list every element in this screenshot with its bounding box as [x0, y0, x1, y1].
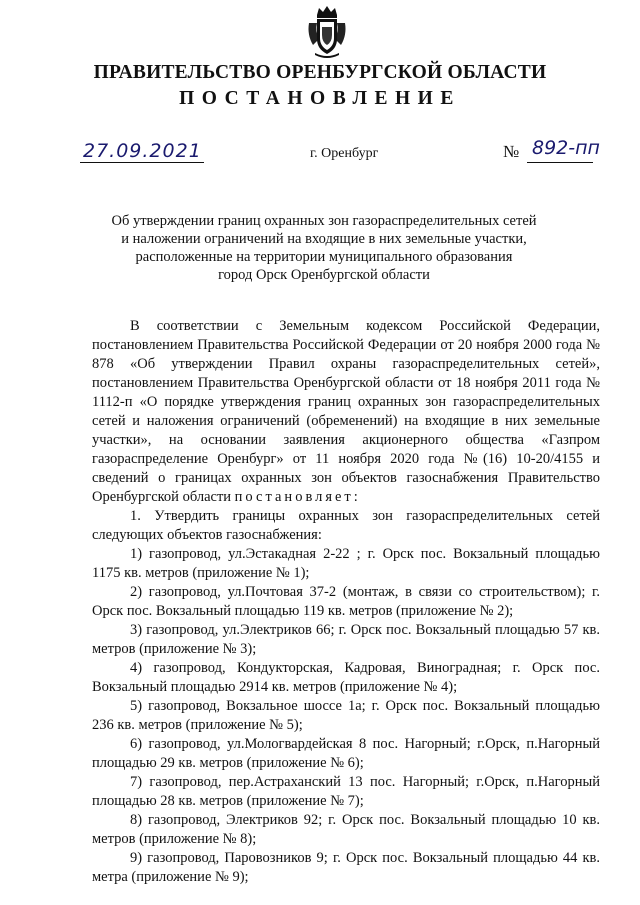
- subitem-paragraph: 6) газопровод, ул.Мологвардейская 8 пос. Нагорный; г.Орск, п.Нагорный площадью 29 кв. метров (приложение № 6);: [92, 736, 600, 771]
- government-title: ПРАВИТЕЛЬСТВО ОРЕНБУРГСКОЙ ОБЛАСТИ: [93, 62, 547, 83]
- preamble-text: В соответствии с Земельным кодексом Российской Федерации, постановлением Правительства Российской Федерации от 20 ноября 2000 года № 878 «Об утверждении Правил охраны газораспределительных сетей», постановлением Правительства Оренбургской области от 18 ноября 2011 года № 1112-п «О порядке утверждения границ охранных зон газораспределительных сетей и наложения ограничений (обременений) на входящие в них земельные участки», на основании заявления акционерного общества «Газпром газораспределение Оренбург» от 11 ноября 2020 года №(16) 10-20/4155 и сведений о границах охранных зон объектов газоснабжения Правительство Оренбургской области: [92, 318, 600, 505]
- document-city: г. Оренбург: [310, 146, 379, 161]
- subitem-paragraph: 9) газопровод, Паровозников 9; г. Орск пос. Вокзальный площадью 44 кв. метра (приложение № 9);: [92, 850, 600, 885]
- document-number: 892-пп: [532, 137, 600, 159]
- preamble-paragraph: [92, 317, 600, 507]
- subitem-paragraph: 8) газопровод, Электриков 92; г. Орск пос. Вокзальный площадью 10 кв. метров (приложение № 8);: [92, 812, 600, 847]
- number-sign: №: [503, 142, 520, 161]
- subject-line: и наложении ограничений на входящие в них земельные участки,: [121, 231, 527, 247]
- subject-line: Об утверждении границ охранных зон газораспределительных сетей: [111, 213, 537, 229]
- subitem-paragraph: 5) газопровод, Вокзальное шоссе 1а; г. Орск пос. Вокзальный площадью 236 кв. метров (приложение № 5);: [92, 698, 600, 733]
- item-1-paragraph: 1. Утвердить границы охранных зон газораспределительных сетей следующих объектов газоснабжения:: [92, 508, 600, 543]
- document-type-title: ПОСТАНОВЛЕНИЕ: [179, 88, 461, 109]
- subitem-paragraph: 4) газопровод, Кондукторская, Кадровая, Виноградная; г. Орск пос. Вокзальный площадью 2914 кв. метров (приложение № 4);: [92, 660, 600, 695]
- document-date: 27.09.2021: [83, 140, 202, 162]
- subitem-paragraph: 7) газопровод, пер.Астраханский 13 пос. Нагорный; г.Орск, п.Нагорный площадью 28 кв. метров (приложение № 7);: [92, 774, 600, 809]
- document-subject: [100, 212, 548, 284]
- subject-line: город Орск Оренбургской области: [218, 267, 430, 283]
- date-underline: [80, 162, 204, 163]
- subitem-paragraph: 1) газопровод, ул.Эстакадная 2-22 ; г. Орск пос. Вокзальный площадью 1175 кв. метров (приложение № 1);: [92, 546, 600, 581]
- subitem-paragraph: 2) газопровод, ул.Почтовая 37-2 (монтаж, в связи со строительством); г. Орск пос. Вокзальный площадью 119 кв. метров (приложение № 2);: [92, 584, 600, 619]
- decree-word: постановляет:: [234, 489, 361, 505]
- coat-of-arms-emblem: [305, 5, 349, 59]
- subitem-paragraph: 3) газопровод, ул.Электриков 66; г. Орск пос. Вокзальный площадью 57 кв. метров (приложение № 3);: [92, 622, 600, 657]
- number-underline: [527, 162, 593, 163]
- document-body: [92, 317, 600, 887]
- subject-line: расположенные на территории муниципального образования: [135, 249, 513, 265]
